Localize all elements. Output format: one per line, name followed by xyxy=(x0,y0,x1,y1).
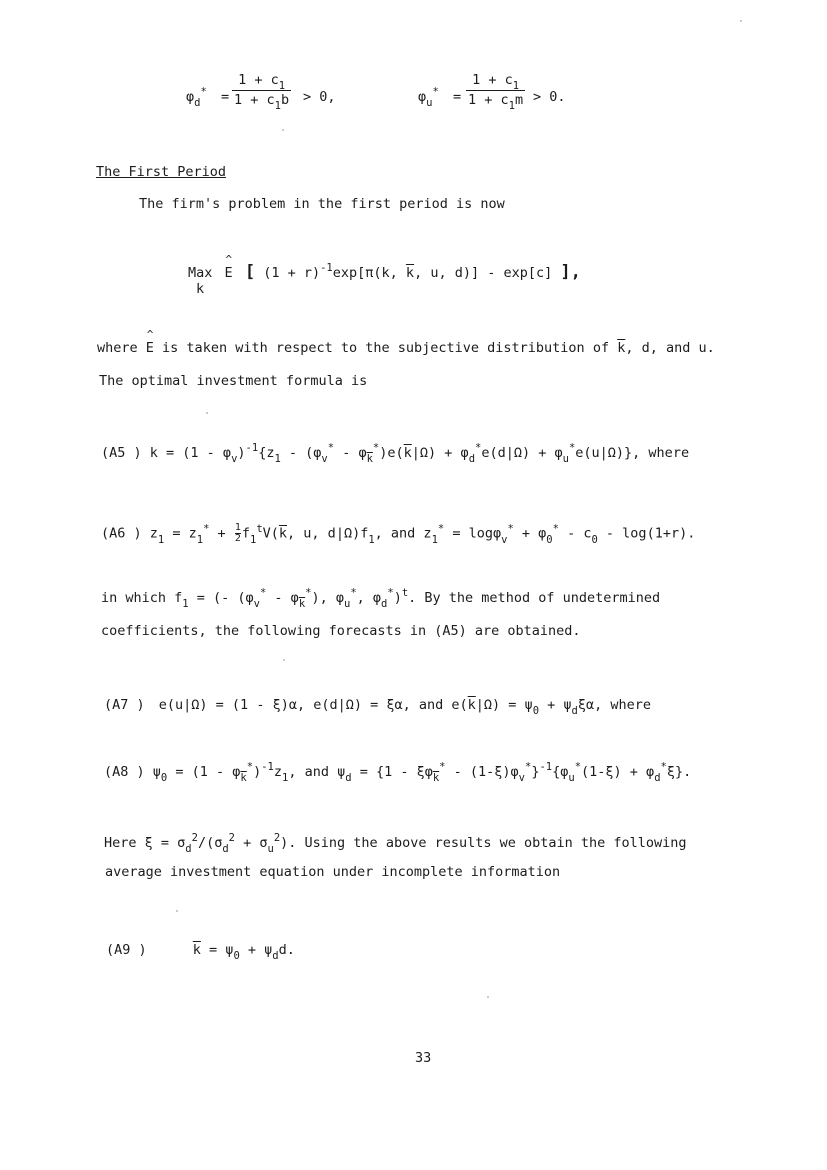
phi-d-fraction: $1 + c_1$ $1 + c_1b$ xyxy=(234,72,290,112)
half-fraction: $\frac{1}{2}$ xyxy=(234,522,241,544)
phi-d-condition: > 0, xyxy=(303,89,336,105)
equation-a6: (A6 ) $z_1 = z_1^*$ + $\frac{1}{2}$ $f_1^tV(\overline{k}$, u, $d|\Omega)f_1$, and $z_1^* = \log\varphi_v^* + \varphi_0^* - c_0 - \log(1+r)$. xyxy=(101,522,696,546)
intro-sentence: The firm's problem in the first period is now xyxy=(139,196,505,212)
phi-d-lhs: $\varphi_d^*$ = xyxy=(186,86,230,109)
equation-label: (A5 ) xyxy=(101,445,142,461)
equation-label: (A7 ) xyxy=(104,697,145,713)
equation-a8: (A8 ) $\psi_0 = (1 - \varphi_{\overline{k}}^*)^{-1}z_1$, and $\psi_d = \{1 - \xi\varphi_{\overline{k}}^* - (1-\xi)\varphi_v^*\}^{-1}\{\varphi_u^*(1-\xi) + \varphi_d^*\xi\}$. xyxy=(104,761,692,784)
formula-intro: The optimal investment formula is xyxy=(99,373,368,389)
equation-a7: (A7 ) e(u|Ω) = (1 - ξ)α, e(d|Ω) = ξα, and $e(\overline{k}|\Omega) = \psi_0 + \psi_d\xi\alpha$, where xyxy=(104,697,652,717)
equation-label: (A8 ) xyxy=(104,764,145,780)
scan-speck xyxy=(206,412,208,414)
phi-u-lhs: $\varphi_u^*$ = xyxy=(418,86,462,109)
max-subscript: k xyxy=(196,281,205,297)
f1-definition: in which $f_1$ = (- $(\varphi_v^* - \varphi_{\overline{k}}^*)$, $\varphi_u^*$, $\varphi_d^*)^t$. By the method of undetermined xyxy=(101,587,661,610)
page-number: 33 xyxy=(415,1050,432,1066)
scan-speck xyxy=(740,20,742,22)
average-investment-sentence: average investment equation under incomplete information xyxy=(105,864,561,880)
coefficients-sentence: coefficients, the following forecasts in (A5) are obtained. xyxy=(101,623,581,639)
scan-speck xyxy=(282,129,284,131)
phi-u-condition: > 0. xyxy=(533,89,566,105)
equation-a5: (A5 ) $k = (1 - \varphi_v)^{-1}\{z_1 - (\varphi_v^* - \varphi_{\overline{k}}^*)e(\overline{k}|\Omega) + \varphi_d^*e(d|\Omega) + \varphi_u^*e(u|\Omega)\}$, where xyxy=(101,442,690,465)
scan-speck xyxy=(176,910,178,912)
equation-label: (A6 ) xyxy=(101,525,142,542)
max-equation: Max ^ E [ $(1 + r)^{-1}\exp[\pi(k$, $\overline{k}$, u, d)] - exp[c] ], xyxy=(188,264,581,281)
xi-definition: Here $\xi = \sigma_d^2/(\sigma_d^2 + \sigma_u^2)$. Using the above results we obtain the following xyxy=(104,832,687,855)
scan-speck xyxy=(283,659,285,661)
phi-u-fraction: $1 + c_1$ $1 + c_1m$ xyxy=(468,72,524,112)
equation-label: (A9 ) xyxy=(106,942,147,958)
scan-speck xyxy=(487,996,489,998)
section-heading: The First Period xyxy=(96,164,227,180)
equation-a9: (A9 ) $\overline{k} = \psi_0 + \psi_dd$. xyxy=(106,942,295,962)
where-sentence: where ^ E is taken with respect to the subjective distribution of $\overline{k}$, d, and u. xyxy=(97,342,715,356)
